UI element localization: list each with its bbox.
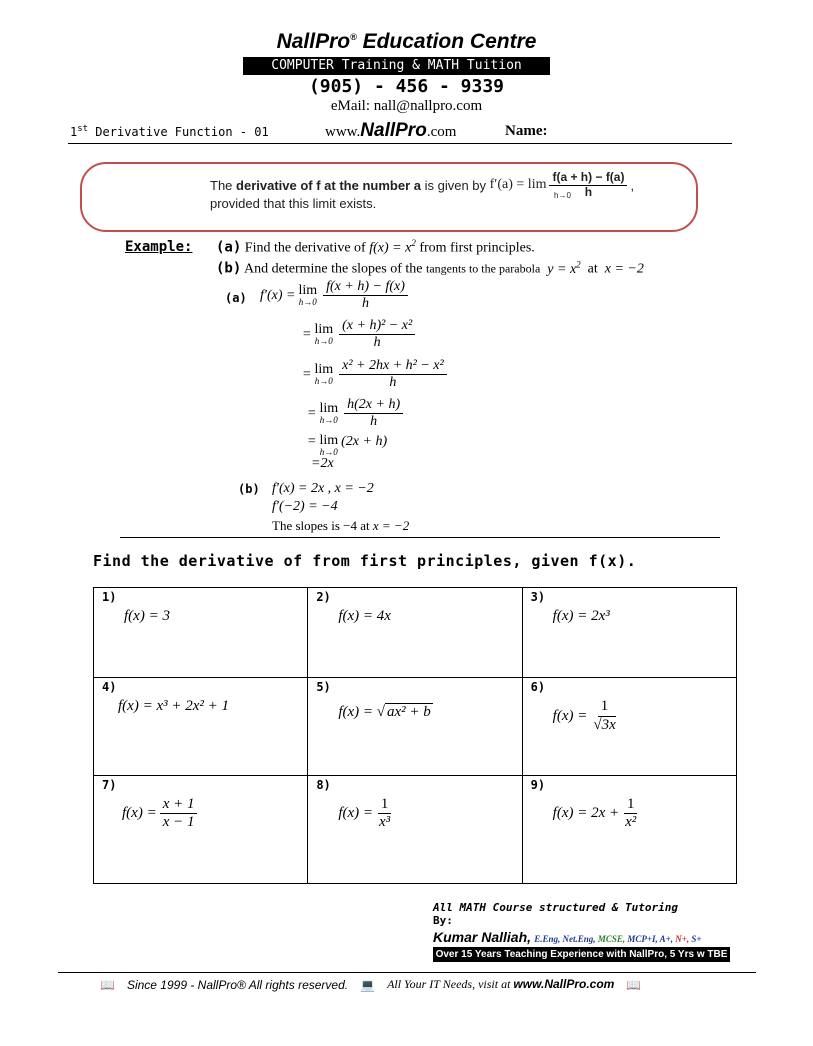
solution-step-2: = lim h→0 $\frac{\text{(x + h)² − x²}}{h}$ xyxy=(302,318,418,351)
problem-cell: 9) f(x) = 2x + $\frac{1}{\text{x²}}$ xyxy=(522,775,736,883)
phone-number: (905) - 456 - 9339 xyxy=(308,76,505,97)
credits-line-2: By: xyxy=(433,914,453,927)
book-icon: 📖 xyxy=(100,977,115,992)
solution-step-1: f′(x) = lim h→0 $\frac{f(x + h) - f(x)}{h}$ xyxy=(260,279,411,312)
example-divider xyxy=(120,537,720,538)
footer-website-link[interactable]: www.NallPro.com xyxy=(513,977,615,991)
solution-step-6: =2x xyxy=(311,456,334,471)
footer-divider xyxy=(58,972,756,973)
solution-step-5: = lim h→0 (2x + h) xyxy=(307,433,388,457)
example-part-a: (a) Find the derivative of $f(x) = x^2$ from first principles. xyxy=(216,238,535,256)
problem-cell: 7) f(x) = $\frac{x + 1}{x - 1}$ xyxy=(94,775,308,883)
solution-step-3: = lim h→0 $\frac{\text{x² + 2hx + h² − x²}}{h}$ xyxy=(302,358,450,391)
footer: 📖 Since 1999 - NallPro® All rights reserved. 💻 All Your IT Needs, visit at www.NallPro.com 📖 xyxy=(100,977,642,992)
worksheet-topic: 1st Derivative Function - 01 xyxy=(70,124,269,139)
problem-cell: 1) f(x) = 3 xyxy=(94,588,308,678)
definition-text: The derivative of f at the number a is given by f′(a) = lim $\frac{f(a + h) - f(a)}{h}$ , provided that this limit exists. h→0 xyxy=(210,170,635,211)
header-divider xyxy=(68,143,732,144)
brand-title: NallPro® Education Centre xyxy=(276,30,537,53)
problem-cell: 8) f(x) = $\frac{1}{\text{x³}}$ xyxy=(308,775,522,883)
problem-cell: 2) f(x) = 4x xyxy=(308,588,522,678)
email-address: eMail: nall@nallpro.com xyxy=(330,98,483,114)
problem-cell: 6) f(x) = $\frac{1}{√3x}$ xyxy=(522,678,736,775)
credits-line-1: All MATH Course structured & Tutoring xyxy=(433,901,679,914)
computer-icon: 💻 xyxy=(360,977,376,992)
credits-experience-bar: Over 15 Years Teaching Experience with NallPro, 5 Yrs w TBE xyxy=(433,947,730,962)
website-link[interactable]: www.NallPro.com xyxy=(325,120,457,141)
book-icon: 📖 xyxy=(626,977,642,992)
problem-grid xyxy=(93,587,737,884)
solution-b-line-1: f′(x) = 2x , x = −2 xyxy=(272,481,374,496)
exercise-title: Find the derivative of from first principles, given f(x). xyxy=(93,552,637,570)
problem-cell: 4) f(x) = x³ + 2x² + 1 xyxy=(94,678,308,775)
credits-author: Kumar Nalliah, E.Eng, Net.Eng, MCSE, MCP+I, A+, N+, S+ xyxy=(433,929,702,945)
problem-cell: 5) f(x) = √ ax² + b xyxy=(308,678,522,775)
problem-cell: 3) f(x) = 2x³ xyxy=(522,588,736,678)
solution-step-4: = lim h→0 $\frac{h(2x + h)}{h}$ xyxy=(307,397,406,430)
solution-a-tag: (a) xyxy=(225,291,247,305)
tagline-bar: COMPUTER Training & MATH Tuition xyxy=(243,57,550,75)
name-label: Name: xyxy=(505,123,548,139)
example-part-b: (b) And determine the slopes of the tangents to the parabola $y = x^2$ at x = −2 xyxy=(216,259,644,277)
solution-b-line-2: f′(−2) = −4 xyxy=(272,499,338,514)
solution-b-tag: (b) xyxy=(238,482,260,496)
example-label: Example: xyxy=(125,239,193,255)
solution-b-line-3: The slopes is −4 at x = −2 xyxy=(272,518,410,533)
